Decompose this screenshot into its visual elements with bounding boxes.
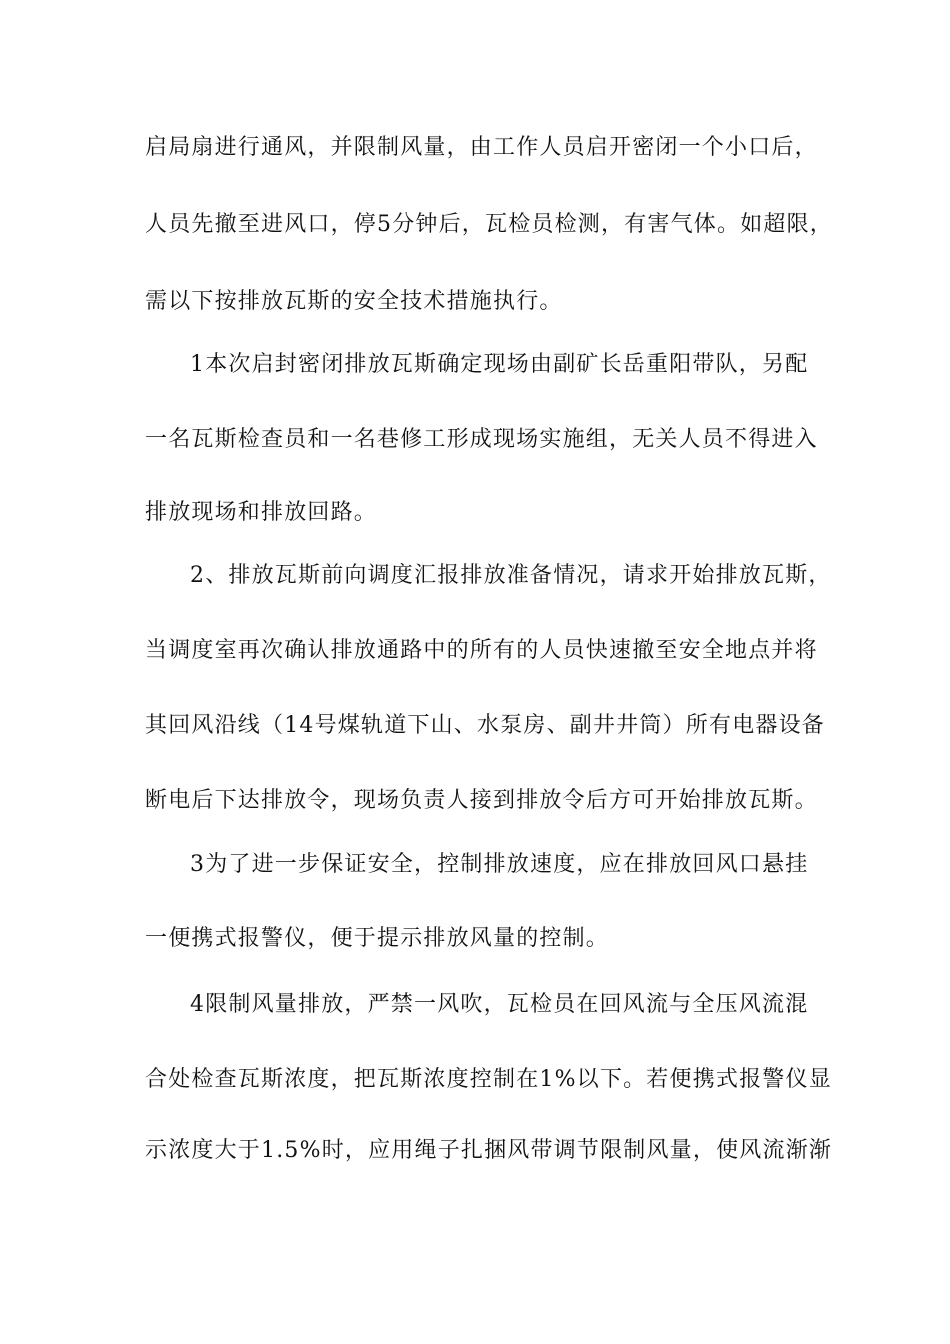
text-line-1: 启局扇进行通风，并限制风量，由工作人员启开密闭一个小口后， xyxy=(145,135,818,160)
paragraph-2-line-2: 当调度室再次确认排放通路中的所有的人员快速撤至安全地点并将 xyxy=(145,638,818,663)
paragraph-4-line-3: 示浓度大于1.5%时，应用绳子扎捆风带调节限制风量，使风流渐渐 xyxy=(145,1138,833,1163)
paragraph-2-line-3: 其回风沿线（14号煤轨道下山、水泵房、副井井筒）所有电器设备 xyxy=(145,713,825,738)
paragraph-2-line-1: 2、排放瓦斯前向调度汇报排放准备情况，请求开始排放瓦斯， xyxy=(190,563,832,588)
paragraph-1-line-1: 1本次启封密闭排放瓦斯确定现场由副矿长岳重阳带队，另配 xyxy=(190,352,809,377)
paragraph-4-line-1: 4限制风量排放，严禁一风吹，瓦检员在回风流与全压风流混 xyxy=(190,992,809,1017)
paragraph-1-line-3: 排放现场和排放回路。 xyxy=(145,500,378,525)
paragraph-3-line-1: 3为了进一步保证安全，控制排放速度，应在排放回风口悬挂 xyxy=(190,852,809,877)
text-line-2: 人员先撤至进风口，停5分钟后，瓦检员检测，有害气体。如超限， xyxy=(145,212,833,237)
paragraph-2-line-4: 断电后下达排放令，现场负责人接到排放令后方可开始排放瓦斯。 xyxy=(145,788,818,813)
paragraph-1-line-2: 一名瓦斯检查员和一名巷修工形成现场实施组，无关人员不得进入 xyxy=(145,427,818,452)
paragraph-4-line-2: 合处检查瓦斯浓度，把瓦斯浓度控制在1%以下。若便携式报警仪显 xyxy=(145,1067,832,1092)
text-line-3: 需以下按排放瓦斯的安全技术措施执行。 xyxy=(145,289,563,314)
paragraph-3-line-2: 一便携式报警仪，便于提示排放风量的控制。 xyxy=(145,926,610,951)
